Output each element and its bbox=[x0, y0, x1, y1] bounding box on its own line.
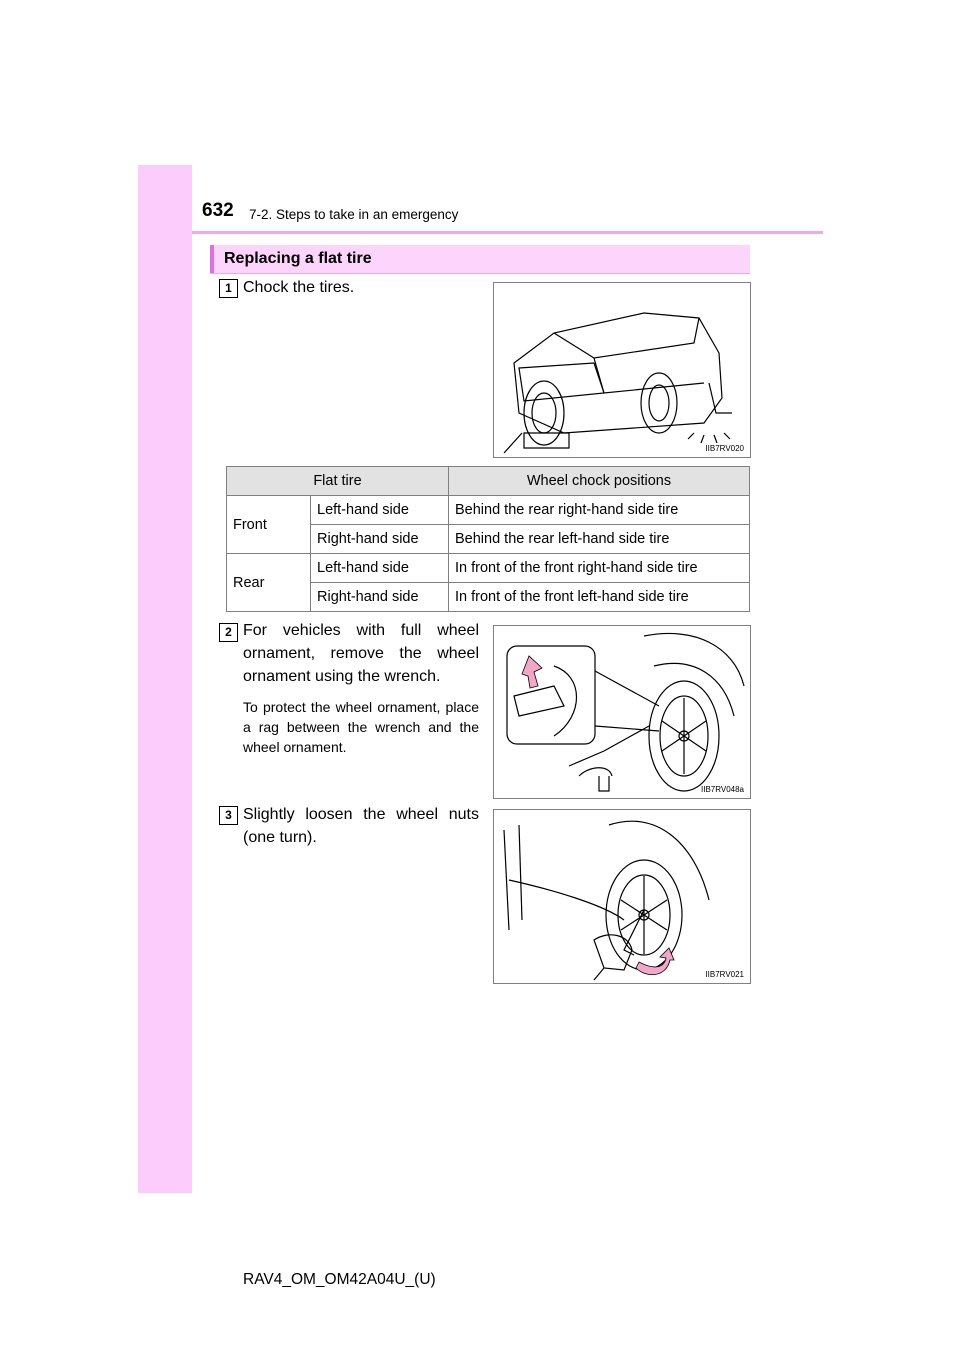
page-number: 632 bbox=[202, 200, 234, 221]
position-cell: Behind the rear left-hand side tire bbox=[449, 525, 750, 554]
header-flat-tire: Flat tire bbox=[227, 467, 449, 496]
loosen-nuts-illustration bbox=[493, 809, 751, 984]
position-cell: Behind the rear right-hand side tire bbox=[449, 496, 750, 525]
table-header-row bbox=[227, 467, 750, 496]
car-chock-drawing bbox=[494, 283, 750, 457]
subsection-accent bbox=[210, 245, 214, 273]
figure-code: IIB7RV021 bbox=[705, 970, 744, 979]
subsection-heading bbox=[210, 245, 750, 274]
step-2-text: For vehicles with full wheel ornament, remove the wheel ornament using the wrench. bbox=[243, 622, 479, 685]
group-label-rear: Rear bbox=[227, 554, 311, 612]
wheel-ornament-illustration bbox=[493, 625, 751, 799]
figure-code: IIB7RV048a bbox=[701, 785, 744, 794]
step-2-number: 2 bbox=[219, 623, 238, 642]
step-1-text: Chock the tires. bbox=[243, 279, 355, 296]
side-color-band bbox=[138, 165, 192, 1193]
footer-doc-code: RAV4_OM_OM42A04U_(U) bbox=[243, 1271, 436, 1288]
step-1-number: 1 bbox=[219, 279, 238, 298]
group-label-front: Front bbox=[227, 496, 311, 554]
step-3-text: Slightly loosen the wheel nuts (one turn). bbox=[243, 806, 479, 846]
side-cell: Left-hand side bbox=[311, 554, 449, 583]
pink-arrow-icon bbox=[522, 656, 542, 688]
side-cell: Right-hand side bbox=[311, 525, 449, 554]
subsection-title: Replacing a flat tire bbox=[224, 250, 372, 267]
step-2-note: To protect the wheel ornament, place a rag between the wrench and the wheel ornament. bbox=[243, 699, 479, 755]
table-row bbox=[227, 496, 750, 525]
side-cell: Left-hand side bbox=[311, 496, 449, 525]
header-chock-positions: Wheel chock positions bbox=[449, 467, 750, 496]
side-cell: Right-hand side bbox=[311, 583, 449, 612]
table-row bbox=[227, 554, 750, 583]
chock-tires-illustration bbox=[493, 282, 751, 458]
section-title: 7-2. Steps to take in an emergency bbox=[249, 207, 459, 222]
loosen-nuts-drawing bbox=[494, 810, 750, 983]
position-cell: In front of the front right-hand side tire bbox=[449, 554, 750, 583]
position-cell: In front of the front left-hand side tire bbox=[449, 583, 750, 612]
wheel-ornament-drawing bbox=[494, 626, 750, 798]
step-3-number: 3 bbox=[219, 806, 238, 825]
header-rule bbox=[192, 231, 823, 234]
wheel-chock-table bbox=[226, 466, 750, 612]
figure-code: IIB7RV020 bbox=[705, 444, 744, 453]
